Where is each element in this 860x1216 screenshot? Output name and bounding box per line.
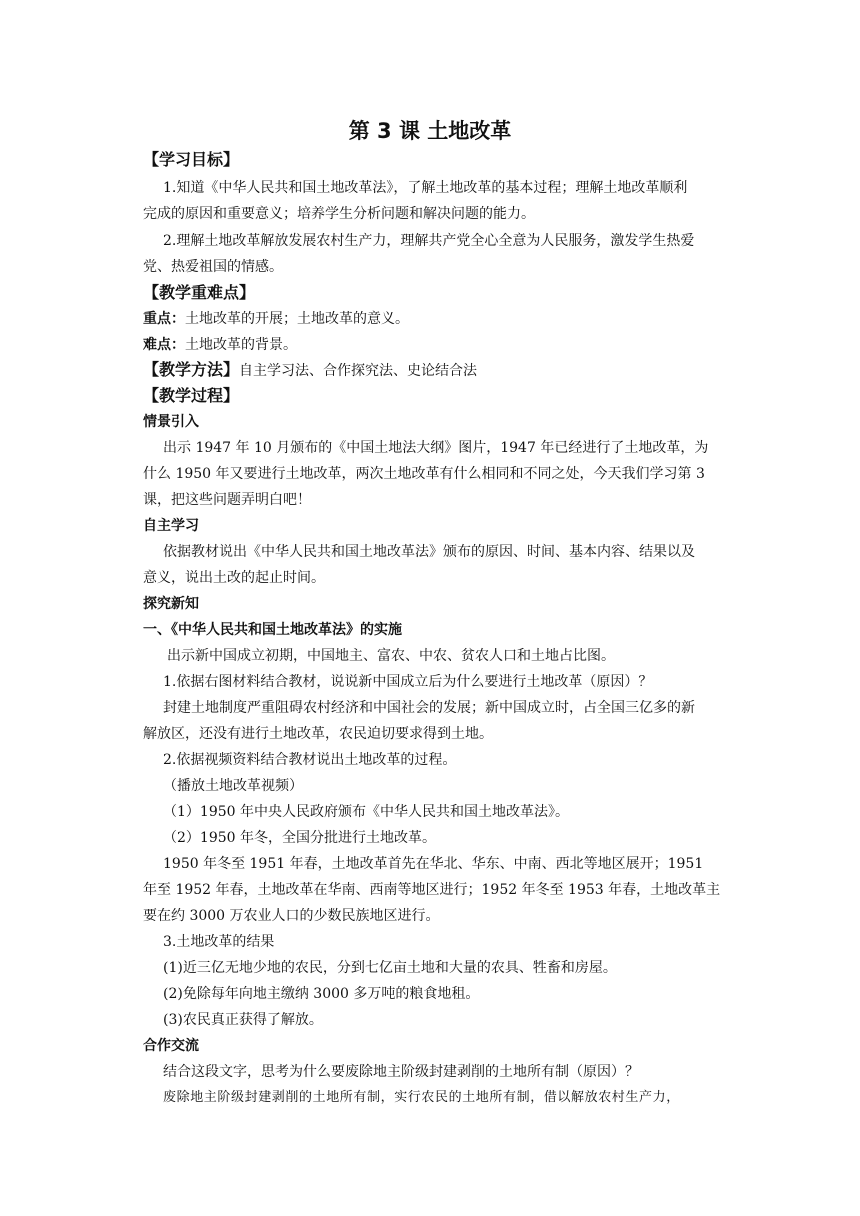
process-step-2: （2）1950 年冬，全国分批进行土地改革。	[163, 830, 436, 846]
cooperation-question: 结合这段文字，思考为什么要废除地主阶级封建剥削的土地所有制（原因）？	[163, 1064, 639, 1080]
intro-line-3: 课，把这些问题弄明白吧！	[143, 492, 311, 508]
goal-2-line-1: 2.理解土地改革解放发展农村生产力，理解共产党全心全意为人民服务，激发学生热爱	[163, 233, 695, 249]
process-heading: 【教学过程】	[143, 386, 240, 405]
answer-1-line-2: 解放区，还没有进行土地改革，农民迫切要求得到土地。	[143, 726, 493, 742]
result-1: (1)近三亿无地少地的农民，分到七亿亩土地和大量的农具、牲畜和房屋。	[163, 960, 617, 976]
intro-heading: 情景引入	[143, 414, 199, 430]
goal-1-line-2: 完成的原因和重要意义；培养学生分析问题和解决问题的能力。	[143, 206, 535, 222]
question-2: 2.依据视频资料结合教材说出土地改革的过程。	[163, 752, 457, 768]
learning-goals-heading: 【学习目标】	[143, 150, 240, 169]
explore-heading: 探究新知	[143, 596, 199, 612]
method-heading: 【教学方法】	[143, 360, 240, 379]
intro-line-1: 出示 1947 年 10 月颁布的《中国土地法大纲》图片，1947 年已经进行了土地改革，为	[163, 440, 709, 456]
goal-2-line-2: 党、热爱祖国的情感。	[143, 259, 283, 275]
video-note: （播放土地改革视频）	[163, 778, 303, 794]
question-1: 1.依据右图材料结合教材，说说新中国成立后为什么要进行土地改革（原因）？	[163, 674, 653, 690]
lesson-title: 第 3 课 土地改革	[348, 119, 512, 143]
difficult-point-text: 土地改革的背景。	[185, 337, 297, 353]
process-detail-line-3: 要在约 3000 万农业人口的少数民族地区进行。	[143, 908, 440, 924]
self-study-line-2: 意义，说出土改的起止时间。	[143, 570, 325, 586]
key-points-heading: 【教学重难点】	[143, 283, 256, 302]
self-study-heading: 自主学习	[143, 518, 199, 534]
process-detail-line-1: 1950 年冬至 1951 年春，土地改革首先在华北、华东、中南、西北等地区展开；1951	[163, 856, 704, 872]
process-detail-line-2: 年至 1952 年春，土地改革在华南、西南等地区进行；1952 年冬至 1953 年春，土地改革主	[143, 882, 721, 898]
intro-line-2: 什么 1950 年又要进行土地改革，两次土地改革有什么相同和不同之处，今天我们学习第 3	[143, 466, 705, 482]
result-2: (2)免除每年向地主缴纳 3000 多万吨的粮食地租。	[163, 986, 480, 1002]
difficult-point-label: 难点：	[143, 337, 185, 353]
section-1-heading: 一、《中华人民共和国土地改革法》的实施	[143, 622, 402, 638]
goal-1-line-1: 1.知道《中华人民共和国土地改革法》，了解土地改革的基本过程；理解土地改革顺利	[163, 180, 688, 196]
method-line	[143, 360, 477, 381]
cooperation-answer: 废除地主阶级封建剥削的土地所有制，实行农民的土地所有制，借以解放农村生产力，	[163, 1090, 680, 1105]
difficult-point-line	[143, 335, 297, 355]
self-study-line-1: 依据教材说出《中华人民共和国土地改革法》颁布的原因、时间、基本内容、结果以及	[163, 544, 695, 560]
result-3: (3)农民真正获得了解放。	[163, 1012, 323, 1028]
process-step-1: （1）1950 年中央人民政府颁布《中华人民共和国土地改革法》。	[163, 804, 569, 820]
key-point-line	[143, 309, 409, 329]
method-text: 自主学习法、合作探究法、史论结合法	[239, 363, 478, 379]
section-1-intro: 出示新中国成立初期，中国地主、富农、中农、贫农人口和土地占比图。	[167, 648, 615, 664]
cooperation-heading: 合作交流	[143, 1038, 199, 1054]
key-point-text: 土地改革的开展；土地改革的意义。	[185, 311, 409, 327]
answer-1-line-1: 封建土地制度严重阻碍农村经济和中国社会的发展；新中国成立时，占全国三亿多的新	[163, 700, 695, 716]
question-3: 3.土地改革的结果	[163, 934, 275, 950]
key-point-label: 重点：	[143, 311, 185, 327]
